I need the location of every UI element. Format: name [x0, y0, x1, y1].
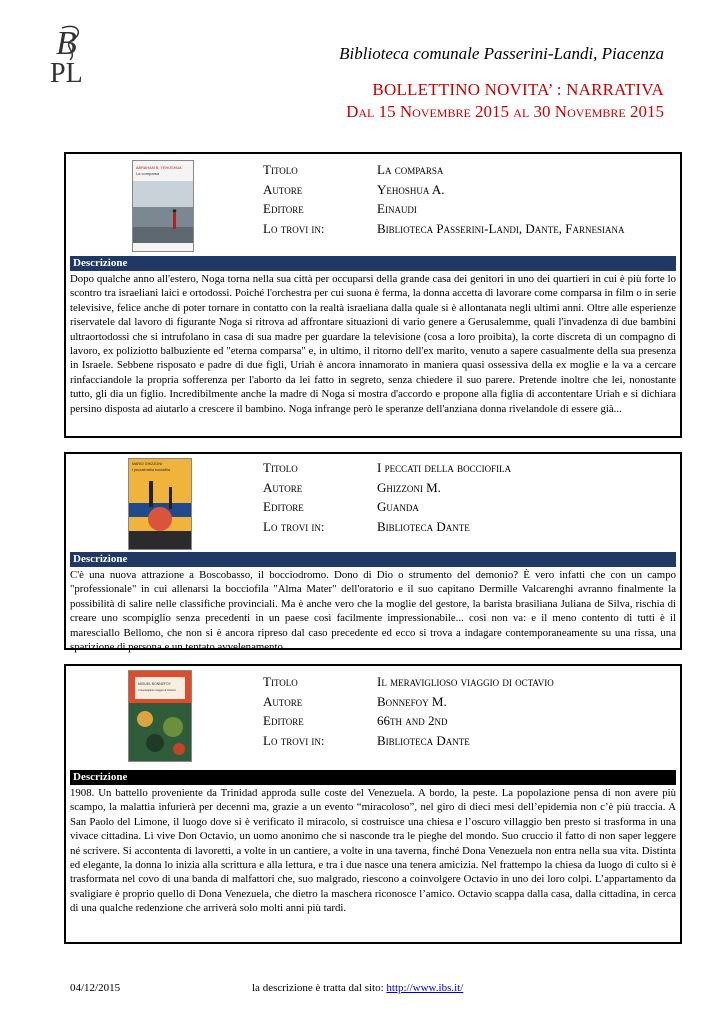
cover-title-text: I peccati della bocciofila — [132, 468, 170, 472]
cover-author-text: MIGUEL BONNEFOY — [138, 682, 171, 686]
book-description: 1908. Un battello proveniente da Trinidad approda sulle coste del Venezuela. A bordo, la peste. La popolazione pensa di non avere più scampo, la malattia infurierà per decenni ma, grazie a un evento “miracoloso”, nel giro di dieci mesi dell’epidemia non c’è più traccia. A San Paolo del Limone, il luogo dove si è verificato il miracolo, si costruisce una chiesa e l’oscuro villaggio ben presto si trasforma in una vivace cittadina. Lì vive Don Octavio, un uomo anonimo che si nasconde tra le pieghe del mondo. Suo cruccio il fatto di non saper leggere né scrivere. Si accontenta di lavoretti, a volte in un cantiere, a volte in una taverna, finché Dona Venezuela non entra nella sua vita. Distinta ed elegante, la donna lo inizia alla scrittura e alla lettura, e tra i due nasce una tenera amicizia. Nel frattempo la chiesa da luogo di culto si è trasformata nel covo di una banda di malfattori che, suo malgrado, riescono a coinvolgere Octavio in uno dei loro colpi. L’appartamento da svaligiare è proprio quello di Dona Venezuela, che dietro la maschera riconosce l’amico. Octavio scappa dalla casa, dalla cittadina, in cerca di una qualche redenzione che arriverà solo molti anni più tardi. — [70, 787, 676, 915]
author-label: Autore — [263, 693, 303, 709]
book-cover — [132, 160, 194, 252]
location-label: Lo trovi in: — [263, 220, 325, 236]
footer-source — [252, 982, 463, 994]
book-author: Yehoshua A. — [377, 181, 445, 197]
book-fields — [263, 672, 667, 750]
library-logo — [48, 20, 110, 86]
footer-date: 04/12/2015 — [70, 982, 121, 994]
book-fields — [263, 160, 667, 238]
book-card — [64, 152, 682, 438]
description-header: Descrizione — [70, 770, 676, 785]
library-name: Biblioteca comunale Passerini-Landi, Piacenza — [339, 44, 664, 63]
cover-author-text: ABRAHAM B. YEHOSHUA — [136, 166, 182, 170]
book-card — [64, 664, 682, 944]
description-header: Descrizione — [70, 552, 676, 567]
bulletin-dates: Dal 15 Novembre 2015 al 30 Novembre 2015 — [346, 102, 664, 121]
author-label: Autore — [263, 181, 303, 197]
source-link[interactable]: http://www.ibs.it/ — [386, 982, 464, 994]
cover-author-text: MARIO GHIZZONI — [132, 462, 162, 466]
book-description: Dopo qualche anno all'estero, Noga torna nella sua città per occuparsi della grande casa dei genitori in uno dei quartieri in cui è più forte lo scontro tra israeliani laici e ortodossi. Poiché l'orchestra per cui suona è ferma, la donna accetta di lavorare come comparsa in film o in serie televisive, felice anche di poter tornare in contatto con la realtà israeliana dalla quale si è allontanata negli ultimi anni. Oltre alle esperienze riservatele dal lavoro di figurante Noga si ritrova ad affrontare situazioni di vario genere a Gerusalemme, quali l'invadenza di due bambini ultraortodossi che si intrufolano in casa di sua madre per guardare la televisione (cosa a loro proibita), la corte discreta di un compagno di lavoro, ex poliziotto balbuziente ed "eterna comparsa" e, in ultimo, il ritorno dell'ex marito, venuto a sapere casualmente della sua presenza in Israele. Sebbene risposato e padre di due figli, Uriah è ancora innamorato in maniera quasi ossessiva della ex moglie e la va a cercare rinfacciandole la propria sofferenza per l'aborto da lei fatto in segreto, senza chiedere il suo parere. Pretende inoltre che lei, nonostante tutto, gli dia un figlio. Incredibilmente anche la madre di Noga si mostra d'accordo e propone alla figlia di accontentare Uriah e si dichiara persino disposta ad aiutarlo a crescere il bambino. Noga infrange però le speranze dell'anziana donna rivelandole di essere già... — [70, 273, 676, 415]
book-cover — [128, 670, 192, 762]
footer-source-text: la descrizione è tratta dal sito: — [252, 982, 384, 994]
bulletin-title: BOLLETTINO NOVITA’ : NARRATIVA — [372, 80, 664, 99]
book-publisher: Guanda — [377, 499, 419, 514]
book-location: Biblioteca Dante — [377, 732, 470, 748]
location-label: Lo trovi in: — [263, 732, 325, 748]
svg-text:PL: PL — [50, 58, 83, 86]
publisher-label: Editore — [263, 713, 304, 728]
book-title: La comparsa — [377, 162, 444, 177]
book-publisher: 66th and 2nd — [377, 713, 448, 728]
cover-title-text: Il meraviglioso viaggio di Octavio — [138, 689, 176, 692]
book-card — [64, 452, 682, 654]
book-description: C'è una nuova attrazione a Boscobasso, il bocciodromo. Dono di Dio o strumento del demonio? È vero infatti che con un campo "professionale" in cui allenarsi la bocciofila "Alma Mater" dell'oratorio e il suo capitano Dermille Valcarenghi avranno finalmente la possibilità di salire nelle classifiche provinciali. Ma è anche vero che la moglie del gestore, la barista brasiliana Juliana de Silva, rischia di creare uno scompiglio senza precedenti in un paese così facilmente impressionabile... così non va: e il meno contento di tutti è il maresciallo Bellomo, che non si è ancora ripreso dal caso precedente ed ecco si trova a indagare contemporaneamente su una rissa, una sparizione di persona e un tentato avvelenamento... — [70, 569, 676, 654]
book-author: Bonnefoy M. — [377, 693, 447, 709]
description-header: Descrizione — [70, 256, 676, 271]
title-label: Titolo — [263, 162, 298, 177]
book-location: Biblioteca Passerini-Landi, Dante, Farnesiana — [377, 220, 625, 236]
cover-title-text: La comparsa — [136, 171, 160, 176]
book-cover — [128, 458, 192, 550]
book-title: I peccati della bocciofila — [377, 460, 512, 475]
book-publisher: Einaudi — [377, 201, 417, 216]
publisher-label: Editore — [263, 499, 304, 514]
publisher-label: Editore — [263, 201, 304, 216]
location-label: Lo trovi in: — [263, 518, 325, 534]
book-fields — [263, 458, 667, 536]
title-label: Titolo — [263, 460, 298, 475]
svg-text:B: B — [56, 25, 77, 62]
title-label: Titolo — [263, 674, 298, 689]
book-location: Biblioteca Dante — [377, 518, 470, 534]
author-label: Autore — [263, 479, 303, 495]
book-author: Ghizzoni M. — [377, 479, 441, 495]
book-title: Il meraviglioso viaggio di octavio — [377, 674, 554, 689]
